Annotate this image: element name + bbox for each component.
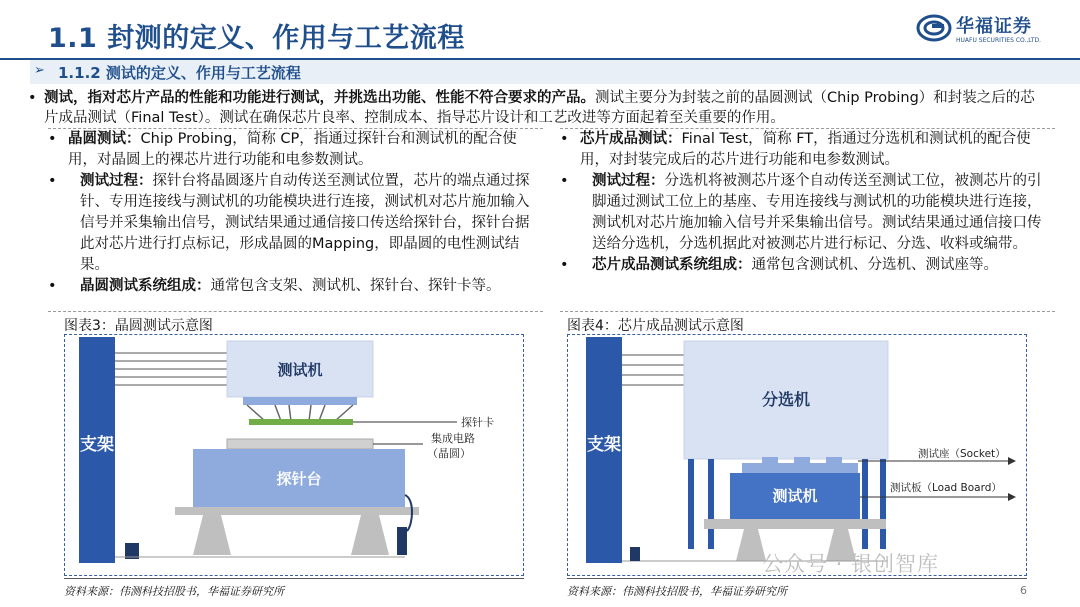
bullet-icon: • (48, 278, 57, 294)
wafer-test-diagram (65, 335, 523, 575)
figure3-frame (64, 334, 524, 576)
figure3-bottom-rule (64, 578, 524, 579)
figure4-bottom-rule (567, 578, 1027, 579)
section-subtitle-bar (30, 60, 1080, 84)
probe-card-label: 探针卡 (461, 416, 494, 429)
prober-cable-end (397, 527, 407, 555)
company-logo-icon (916, 13, 952, 43)
list-item (48, 276, 543, 297)
item-text: 通常包含支架、测试机、探针台、探针卡等。 (210, 278, 501, 294)
figure4-frame (567, 334, 1027, 576)
item-heading: 晶圆测试系统组成： (80, 278, 211, 294)
arrow-icon: ➢ (34, 63, 45, 78)
probe-card (249, 419, 353, 425)
logo-name-cn: 华福证券 (956, 16, 1032, 37)
wafer-test-column (48, 128, 543, 312)
stand-label: 支架 (587, 435, 621, 455)
connection-lines (115, 353, 227, 385)
socket-arrow-icon (1008, 457, 1016, 465)
handler-label: 分选机 (761, 390, 811, 409)
item-heading: 测试过程： (592, 173, 665, 189)
tester-head (243, 397, 357, 405)
list-item (48, 129, 543, 171)
bullet-icon: • (560, 257, 569, 273)
intro-paragraph (28, 88, 1044, 128)
page-title: 1.1 封测的定义、作用与工艺流程 (48, 23, 465, 54)
page-number: 6 (1020, 584, 1027, 597)
item-text: 通常包含测试机、分选机、测试座等。 (751, 257, 998, 273)
tester-label: 测试机 (277, 361, 323, 379)
item-text: 探针台将晶圆逐片自动传送至测试位置，芯片的端点通过探针、专用连接线与测试机的功能模块进行连接，测试机对芯片施加输入信号并采集输出信号，测试结果通过通信接口传送给探针台，探针台据此对芯片进行打点标记，形成晶圆的Mapping，即晶圆的电性测试结果。 (80, 173, 530, 273)
list-item (560, 171, 1055, 255)
probe-wires (247, 405, 353, 421)
item-text: Chip Probing，简称 CP，指通过探针台和测试机的配合使用，对晶圆上的裸芯片进行功能和电参数测试。 (68, 131, 517, 168)
figure3-title: 图表3：晶圆测试示意图 (64, 318, 213, 334)
prober-leg-right (351, 515, 389, 555)
socket-pins (762, 457, 842, 463)
socket-label: 测试座（Socket） (918, 448, 1006, 460)
intro-bold: 测试，指对芯片产品的性能和功能进行测试，并挑选出功能、性能不符合要求的产品。 (44, 90, 595, 106)
socket (742, 463, 858, 473)
wafer-label-2: （晶圆） (427, 447, 471, 460)
logo-name-en: HUAFU SECURITIES CO.,LTD. (956, 37, 1042, 44)
company-logo (916, 10, 1046, 50)
bullet-icon: • (560, 131, 569, 147)
figure4-source: 资料来源：伟测科技招股书，华福证券研究所 (567, 585, 787, 598)
final-test-column (560, 128, 1055, 312)
load-board-label: 测试板（Load Board） (890, 482, 1002, 494)
load-board-arrow-icon (1008, 493, 1016, 501)
bullet-icon: • (48, 131, 57, 147)
bullet-icon: • (28, 90, 37, 106)
intro-text: 测试主要分为封装之前的晶圆测试（Chip Probing）和封装之后的芯片成品测试（Final Test）。测试在确保芯片良率、控制成本、指导芯片设计和工艺改进等方面起着至关重要的作用。 (44, 90, 1035, 126)
item-text: 分选机将被测芯片逐个自动传送至测试工位，被测芯片的引脚通过测试工位上的基座、专用连接线与测试机的功能模块进行连接，测试机对芯片施加输入信号并采集输出信号。测试结果通过通信接口传送给分选机，分选机据此对被测芯片进行标记、分选、收料或编带。 (592, 173, 1042, 252)
wafer (227, 439, 373, 449)
prober-base (175, 507, 419, 515)
connection-lines (622, 355, 684, 385)
item-heading: 测试过程： (80, 173, 153, 189)
wafer-label-1: 集成电路 (431, 432, 475, 445)
list-item (48, 171, 543, 276)
list-item (560, 129, 1055, 171)
tester-label: 测试机 (772, 487, 818, 505)
bullet-icon: • (48, 173, 57, 189)
figure3-source: 资料来源：伟测科技招股书，华福证券研究所 (64, 585, 284, 598)
prober-leg-left (193, 515, 231, 555)
list-item (560, 255, 1055, 276)
bullet-icon: • (560, 173, 569, 189)
stand-foot (630, 547, 640, 561)
figure4-title: 图表4：芯片成品测试示意图 (567, 318, 744, 334)
item-text: Final Test，简称 FT，指通过分选机和测试机的配合使用，对封装完成后的芯片进行功能和电参数测试。 (580, 131, 1031, 168)
watermark: 公众号 · 银创智库 (762, 552, 940, 576)
tester-base (704, 519, 886, 529)
section-subtitle: 1.1.2 测试的定义、作用与工艺流程 (58, 64, 301, 82)
final-test-diagram (568, 335, 1026, 575)
stand-label: 支架 (80, 435, 114, 455)
item-heading: 芯片成品测试系统组成： (592, 257, 752, 273)
prober-label: 探针台 (276, 470, 322, 488)
item-heading: 芯片成品测试： (580, 131, 682, 147)
item-heading: 晶圆测试： (68, 131, 141, 147)
